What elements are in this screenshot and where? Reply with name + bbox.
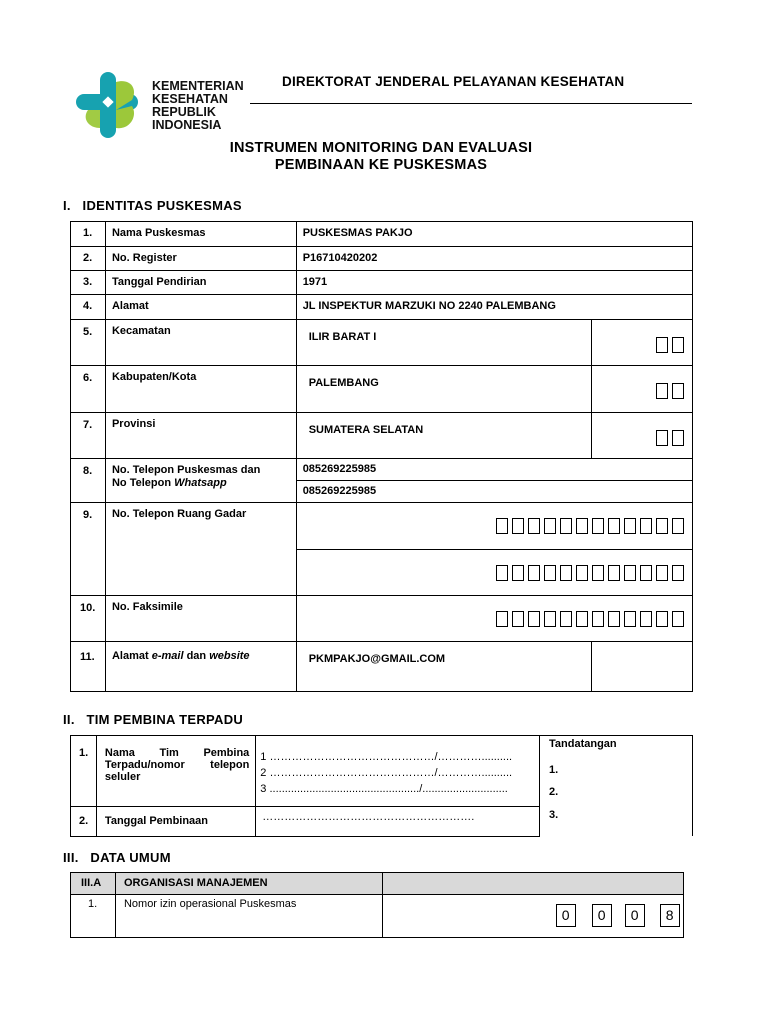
date-value[interactable]: …………………………………………………. [256, 807, 540, 837]
page-title-line-2: PEMBINAAN KE PUSKESMAS [274, 157, 488, 173]
signature-item-3[interactable]: 3. [549, 809, 559, 821]
row-number: 10. [71, 596, 106, 642]
license-digit-3[interactable]: 0 [625, 904, 645, 927]
code-cell [592, 366, 693, 413]
row-number: 9. [71, 503, 106, 596]
digit-box[interactable] [672, 611, 684, 627]
team-name-value[interactable] [256, 736, 540, 807]
digit-box[interactable] [608, 611, 620, 627]
table-row [71, 503, 693, 550]
team-line-3[interactable]: 3 ................................................./............................ [260, 783, 508, 795]
phone-box-cell [296, 550, 692, 596]
table-row [71, 271, 693, 295]
phone-label-line-2: No Telepon [111, 477, 175, 489]
row-value[interactable]: PKMPAKJO@GMAIL.COM [296, 642, 592, 692]
row-value[interactable]: PALEMBANG [296, 366, 592, 413]
code-cell [592, 413, 693, 459]
signature-item-1[interactable]: 1. [549, 764, 559, 776]
general-data-table [70, 872, 684, 938]
section-2-heading: II. TIM PEMBINA TERPADU [63, 712, 244, 727]
digit-box[interactable] [496, 518, 508, 534]
table-row [71, 413, 693, 459]
digit-box[interactable] [560, 565, 572, 581]
table-row [71, 459, 693, 481]
table-row [71, 320, 693, 366]
row-number: 2. [71, 807, 97, 837]
section-1-heading: I. IDENTITAS PUSKESMAS [63, 198, 242, 213]
digit-box[interactable] [512, 518, 524, 534]
digit-box[interactable] [544, 611, 556, 627]
digit-box[interactable] [608, 518, 620, 534]
row-label: Tanggal Pendirian [105, 271, 296, 295]
digit-box[interactable] [672, 518, 684, 534]
digit-box[interactable] [576, 611, 588, 627]
digit-box[interactable] [624, 565, 636, 581]
digit-box[interactable] [528, 611, 540, 627]
digit-box[interactable] [560, 611, 572, 627]
row-label [105, 459, 296, 503]
row-label: Nomor izin operasional Puskesmas [115, 895, 382, 938]
row-value[interactable]: PUSKESMAS PAKJO [296, 222, 692, 247]
email-label-a: Alamat [111, 650, 152, 662]
email-extra-cell [592, 642, 693, 692]
header-rule [250, 103, 692, 104]
code-box[interactable] [672, 337, 684, 353]
row-value[interactable]: SUMATERA SELATAN [296, 413, 592, 459]
whatsapp-label: Whatsapp [174, 477, 227, 489]
digit-box[interactable] [592, 518, 604, 534]
digit-box[interactable] [656, 611, 668, 627]
row-value[interactable]: JL INSPEKTUR MARZUKI NO 2240 PALEMBANG [296, 295, 692, 320]
row-number: 1. [71, 222, 106, 247]
digit-box[interactable] [512, 611, 524, 627]
row-number: 7. [71, 413, 106, 459]
logo-line-2: KESEHATAN [152, 92, 228, 106]
team-table [70, 735, 540, 837]
license-digit-2[interactable]: 0 [592, 904, 612, 927]
code-box[interactable] [656, 337, 668, 353]
digit-box[interactable] [592, 611, 604, 627]
date-label: Tanggal Pembinaan [96, 807, 255, 837]
logo-line-4: INDONESIA [152, 118, 222, 132]
digit-box[interactable] [592, 565, 604, 581]
digit-box[interactable] [528, 565, 540, 581]
code-box[interactable] [672, 430, 684, 446]
row-number: 1. [71, 736, 97, 807]
team-line-1[interactable]: 1 ………………………………………/………….......... [260, 751, 513, 763]
table-row [71, 736, 540, 807]
row-label: Alamat [105, 295, 296, 320]
table-row [71, 247, 693, 271]
fax-box-cell [296, 596, 692, 642]
section-3-heading: III. DATA UMUM [63, 850, 171, 865]
header-code: III.A [71, 873, 116, 895]
digit-box[interactable] [544, 565, 556, 581]
identity-table [70, 221, 693, 692]
digit-box[interactable] [640, 611, 652, 627]
row-label: No. Faksimile [105, 596, 296, 642]
digit-box[interactable] [528, 518, 540, 534]
row-label: No. Register [105, 247, 296, 271]
row-value[interactable]: ILIR BARAT I [296, 320, 592, 366]
row-label: Kecamatan [105, 320, 296, 366]
digit-box[interactable] [496, 611, 508, 627]
digit-box[interactable] [672, 565, 684, 581]
phone-label-line-1: No. Telepon Puskesmas dan [111, 464, 261, 476]
license-digit-4[interactable]: 8 [660, 904, 680, 927]
email-label-d: website [209, 650, 250, 662]
code-cell [592, 320, 693, 366]
digit-box[interactable] [656, 565, 668, 581]
row-value[interactable]: 1971 [296, 271, 692, 295]
row-number: 2. [71, 247, 106, 271]
row-value[interactable]: 085269225985 [296, 459, 692, 481]
row-label: Provinsi [105, 413, 296, 459]
digit-box[interactable] [576, 518, 588, 534]
row-number: 11. [71, 642, 106, 692]
table-row [71, 596, 693, 642]
license-number-cell [382, 895, 683, 938]
license-digit-1[interactable]: 0 [556, 904, 576, 927]
directorate-title: DIREKTORAT JENDERAL PELAYANAN KESEHATAN [282, 74, 625, 89]
ministry-logo-icon [74, 68, 144, 142]
row-number: 5. [71, 320, 106, 366]
header-empty [382, 873, 683, 895]
digit-box[interactable] [640, 518, 652, 534]
digit-box[interactable] [512, 565, 524, 581]
code-box[interactable] [672, 383, 684, 399]
row-number: 4. [71, 295, 106, 320]
team-name-label: Nama Tim Pembina Terpadu/nomor telepon seluler [96, 736, 255, 807]
digit-box[interactable] [576, 565, 588, 581]
table-row [71, 895, 684, 938]
row-number: 3. [71, 271, 106, 295]
digit-box[interactable] [656, 518, 668, 534]
logo-line-3: REPUBLIK [152, 105, 216, 119]
table-header-row [71, 873, 684, 895]
email-label-b: e-mail [151, 650, 184, 662]
table-row [71, 366, 693, 413]
row-number: 6. [71, 366, 106, 413]
digit-box[interactable] [624, 611, 636, 627]
header-title: ORGANISASI MANAJEMEN [115, 873, 382, 895]
page-title [150, 140, 612, 174]
digit-box[interactable] [608, 565, 620, 581]
code-box[interactable] [656, 430, 668, 446]
page-title-line-1: INSTRUMEN MONITORING DAN EVALUASI [229, 140, 533, 156]
row-label: Nama Puskesmas [105, 222, 296, 247]
team-line-2[interactable]: 2 ………………………………………/………….......... [260, 767, 513, 779]
signature-title: Tandatangan [549, 738, 617, 750]
row-value[interactable]: 085269225985 [296, 481, 692, 503]
table-row [71, 222, 693, 247]
row-label: No. Telepon Ruang Gadar [105, 503, 296, 596]
row-label [105, 642, 296, 692]
table-row [71, 807, 540, 837]
phone-box-cell [296, 503, 692, 550]
row-label: Kabupaten/Kota [105, 366, 296, 413]
row-value[interactable]: P16710420202 [296, 247, 692, 271]
email-label-c: dan [183, 650, 210, 662]
table-row [71, 295, 693, 320]
digit-box[interactable] [560, 518, 572, 534]
digit-box[interactable] [624, 518, 636, 534]
ministry-logo [74, 68, 254, 144]
digit-box[interactable] [640, 565, 652, 581]
table-row [71, 642, 693, 692]
row-number: 8. [71, 459, 106, 503]
signature-panel [539, 735, 693, 836]
digit-box[interactable] [544, 518, 556, 534]
row-number: 1. [71, 895, 116, 938]
digit-box[interactable] [496, 565, 508, 581]
code-box[interactable] [656, 383, 668, 399]
logo-line-1: KEMENTERIAN [152, 79, 244, 93]
signature-item-2[interactable]: 2. [549, 786, 559, 798]
